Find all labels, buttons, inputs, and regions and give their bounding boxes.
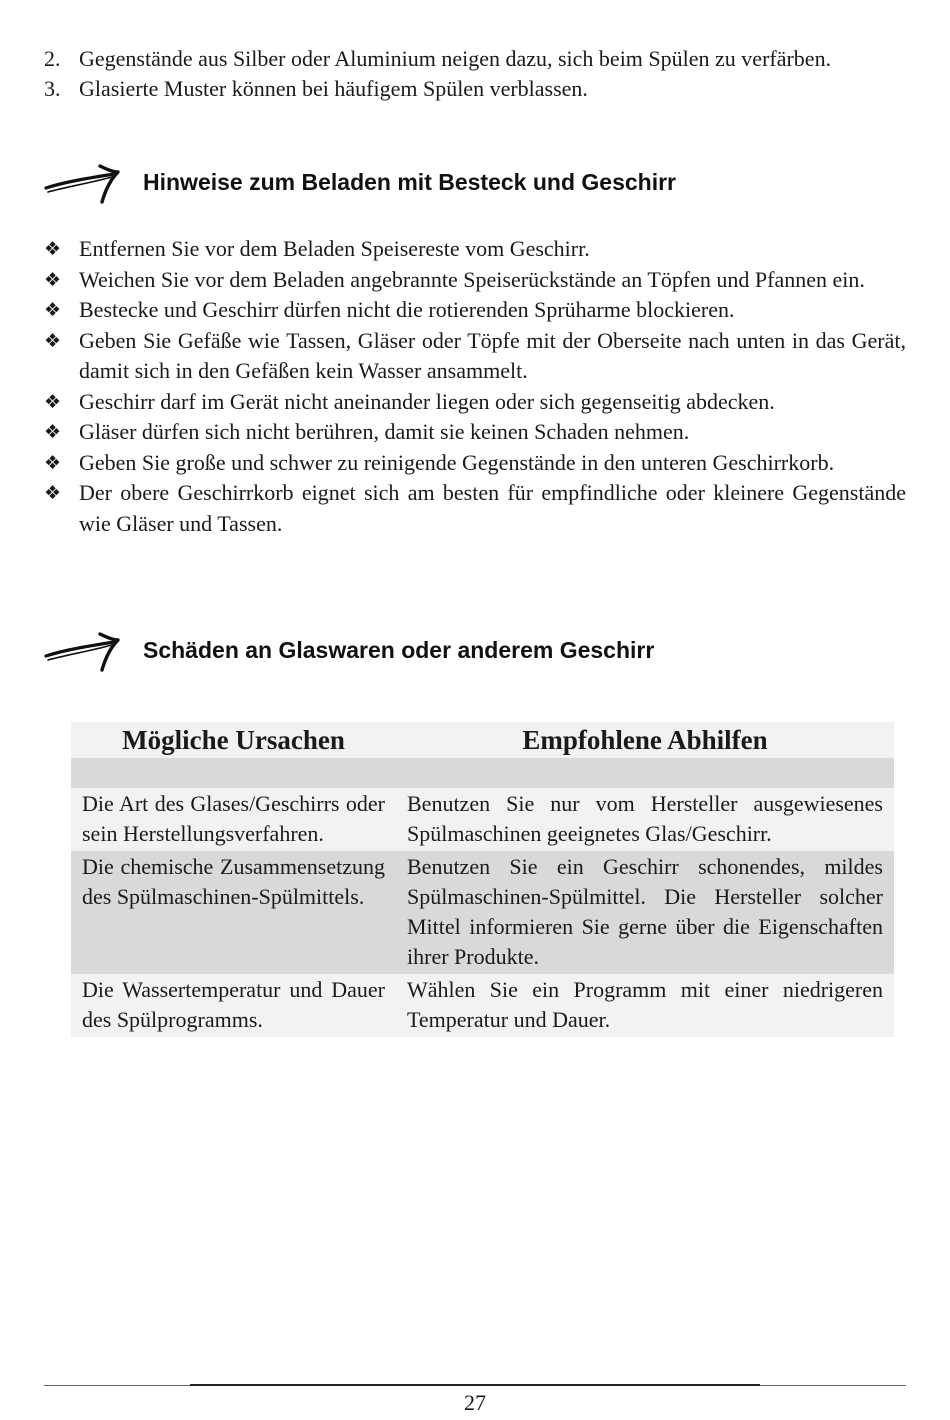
bullet-text: Gläser dürfen sich nicht berühren, damit sie keinen Schaden nehmen. bbox=[79, 419, 690, 444]
remedy-cell: Benutzen Sie nur vom Hersteller ausgewiesenes Spülmaschinen geeignetes Glas/Geschirr. bbox=[396, 788, 894, 851]
cause-cell: Die Art des Glases/Geschirrs oder sein Herstellungsverfahren. bbox=[71, 788, 396, 851]
diamond-bullet-icon: ❖ bbox=[44, 268, 62, 291]
remedy-cell: Benutzen Sie ein Geschirr schonendes, mildes Spülmaschinen-Spülmittel. Die Hersteller solcher Mittel informieren Sie gerne über die Eigenschaften ihrer Produkte. bbox=[396, 851, 894, 974]
bullet-item bbox=[44, 326, 906, 387]
diamond-bullet-icon: ❖ bbox=[44, 482, 62, 504]
bullet-text: Weichen Sie vor dem Beladen angebrannte Speiserückstände an Töpfen und Pfannen ein. bbox=[79, 266, 865, 292]
footer-divider-accent bbox=[190, 1384, 760, 1386]
bullet-item bbox=[44, 387, 906, 418]
bullet-text: Geschirr darf im Gerät nicht aneinander liegen oder sich gegenseitig abdecken. bbox=[79, 388, 775, 414]
numbered-list bbox=[44, 44, 906, 104]
bullet-item bbox=[44, 417, 906, 448]
bullet-list bbox=[44, 234, 906, 539]
column-header-causes: Mögliche Ursachen bbox=[71, 722, 396, 758]
table-row bbox=[71, 851, 894, 974]
bullet-item bbox=[44, 234, 906, 265]
section-heading-text: Schäden an Glaswaren oder anderem Geschirr bbox=[143, 637, 655, 663]
bullet-text: Der obere Geschirrkorb eignet sich am besten für empfindliche oder kleinere Gegenstände wie Gläser und Tassen. bbox=[79, 480, 906, 536]
list-text: Gegenstände aus Silber oder Aluminium neigen dazu, sich beim Spülen zu verfärben. bbox=[79, 46, 832, 71]
bullet-text: Entfernen Sie vor dem Beladen Speisereste vom Geschirr. bbox=[79, 236, 590, 261]
diamond-bullet-icon: ❖ bbox=[44, 238, 62, 260]
section-heading-loading bbox=[44, 160, 906, 210]
table-row bbox=[71, 974, 894, 1037]
bullet-text: Bestecke und Geschirr dürfen nicht die rotierenden Sprüharme blockieren. bbox=[79, 297, 735, 322]
list-text: Glasierte Muster können bei häufigem Spülen verblassen. bbox=[79, 76, 588, 101]
column-header-remedies: Empfohlene Abhilfen bbox=[396, 722, 894, 758]
bullet-item bbox=[44, 478, 906, 539]
remedy-cell: Wählen Sie ein Programm mit einer niedrigeren Temperatur und Dauer. bbox=[396, 974, 894, 1037]
bullet-item bbox=[44, 295, 906, 326]
bullet-item bbox=[44, 448, 906, 479]
bullet-text: Geben Sie Gefäße wie Tassen, Gläser oder Töpfe mit der Oberseite nach unten in das Gerät, damit sich in den Gefäßen kein Wasser ansammelt. bbox=[79, 327, 906, 383]
arrow-icon bbox=[44, 160, 122, 206]
arrow-icon bbox=[44, 628, 122, 674]
table-spacer-row bbox=[71, 758, 894, 788]
list-number: 2. bbox=[44, 46, 61, 71]
table-header-row bbox=[71, 722, 894, 758]
damage-table bbox=[71, 722, 894, 1037]
section-heading-damage bbox=[44, 628, 906, 678]
list-number: 3. bbox=[44, 76, 61, 101]
page-number: 27 bbox=[464, 1390, 486, 1415]
list-item bbox=[44, 44, 906, 74]
cause-cell: Die Wassertemperatur und Dauer des Spülprogramms. bbox=[71, 974, 396, 1037]
cause-cell: Die chemische Zusammensetzung des Spülmaschinen-Spülmittels. bbox=[71, 851, 396, 974]
diamond-bullet-icon: ❖ bbox=[44, 329, 62, 352]
table-row bbox=[71, 788, 894, 851]
list-item bbox=[44, 74, 906, 104]
diamond-bullet-icon: ❖ bbox=[44, 299, 62, 321]
diamond-bullet-icon: ❖ bbox=[44, 421, 62, 443]
diamond-bullet-icon: ❖ bbox=[44, 390, 62, 413]
bullet-item bbox=[44, 265, 906, 296]
section-heading-text: Hinweise zum Beladen mit Besteck und Geschirr bbox=[143, 169, 676, 195]
bullet-text: Geben Sie große und schwer zu reinigende Gegenstände in den unteren Geschirrkorb. bbox=[79, 449, 835, 475]
diamond-bullet-icon: ❖ bbox=[44, 451, 62, 474]
